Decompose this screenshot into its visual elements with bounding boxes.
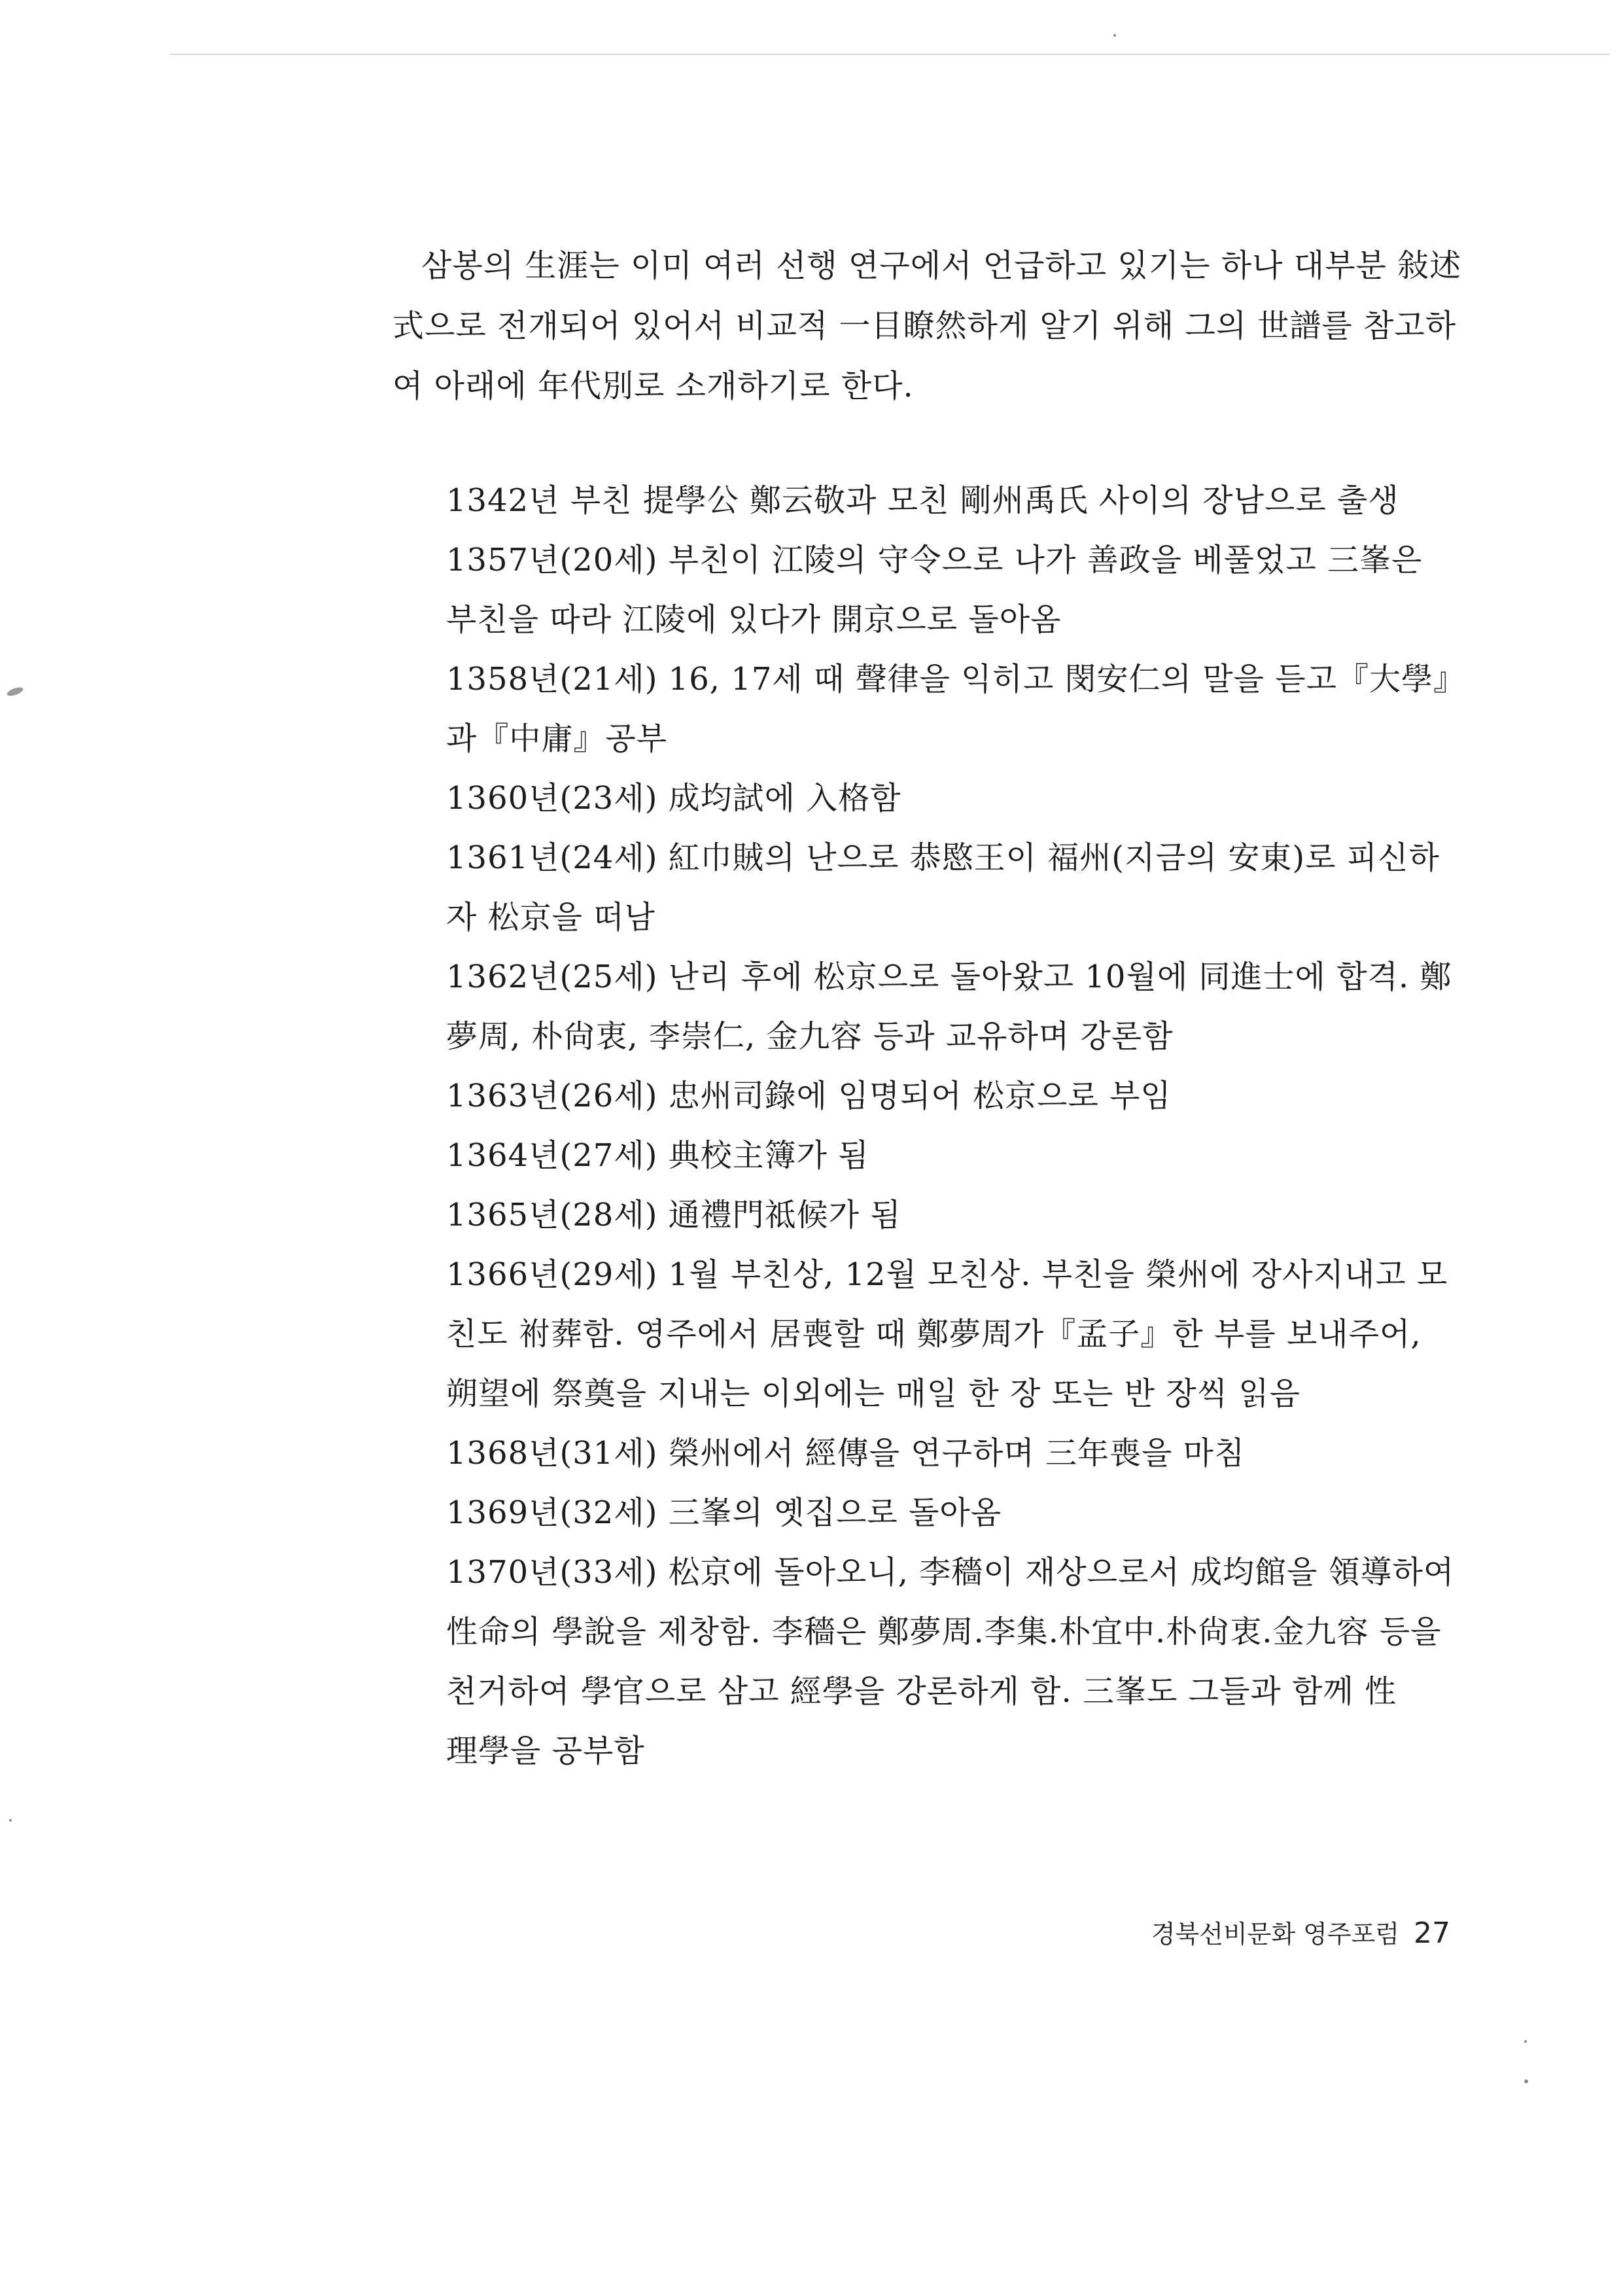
intro-line: 삼봉의 生涯는 이미 여러 선행 연구에서 언급하고 있기는 하나 대부분 敍述 (421, 247, 1462, 284)
timeline-line: 부친을 따라 江陵에 있다가 開京으로 돌아옴 (446, 601, 1062, 638)
timeline-line: 1369년(32세) 三峯의 옛집으로 돌아옴 (446, 1494, 1002, 1531)
scan-smudge (6, 686, 24, 698)
timeline-line: 1361년(24세) 紅巾賊의 난으로 恭愍王이 福州(지금의 安東)로 피신하 (446, 839, 1440, 876)
timeline-line: 과『中庸』공부 (446, 720, 668, 757)
timeline-line: 1357년(20세) 부친이 江陵의 守令으로 나가 善政을 베풀었고 三峯은 (446, 542, 1423, 578)
timeline-line: 性命의 學說을 제창함. 李穡은 鄭夢周.李集.朴宜中.朴尙衷.金九容 등을 (446, 1614, 1442, 1650)
timeline-line: 1364년(27세) 典校主簿가 됨 (446, 1137, 869, 1174)
timeline-line: 1363년(26세) 忠州司錄에 임명되어 松京으로 부임 (446, 1078, 1172, 1114)
timeline-line: 夢周, 朴尙衷, 李崇仁, 金九容 등과 교유하며 강론함 (446, 1018, 1174, 1055)
timeline-line: 1368년(31세) 榮州에서 經傳을 연구하며 三年喪을 마침 (446, 1435, 1246, 1472)
timeline-line: 1370년(33세) 松京에 돌아오니, 李穡이 재상으로서 成均館을 領導하여 (446, 1554, 1455, 1591)
scan-speck (1524, 2040, 1527, 2043)
page-number: 27 (1414, 1916, 1450, 1950)
timeline-line: 1365년(28세) 通禮門祗候가 됨 (446, 1197, 901, 1233)
scan-speck (1113, 34, 1116, 37)
page-footer (1151, 1914, 1450, 1950)
intro-line: 여 아래에 年代別로 소개하기로 한다. (393, 368, 914, 404)
top-rule (170, 54, 1609, 55)
timeline-line: 1342년 부친 提學公 鄭云敬과 모친 剛州禹氏 사이의 장남으로 출생 (446, 482, 1399, 519)
timeline-list (446, 471, 1465, 1781)
timeline-line: 1358년(21세) 16, 17세 때 聲律을 익히고 閔安仁의 말을 듣고『大學』 (446, 661, 1465, 698)
intro-line: 式으로 전개되어 있어서 비교적 一目瞭然하게 알기 위해 그의 世譜를 참고하 (393, 308, 1457, 344)
scan-speck (9, 1819, 12, 1822)
timeline-line: 1366년(29세) 1월 부친상, 12월 모친상. 부친을 榮州에 장사지내고 모 (446, 1256, 1448, 1293)
timeline-line: 理學을 공부함 (446, 1733, 645, 1769)
timeline-line: 朔望에 祭奠을 지내는 이외에는 매일 한 장 또는 반 장씩 읽음 (446, 1375, 1300, 1412)
timeline-line: 자 松京을 떠남 (446, 899, 655, 936)
timeline-line: 1360년(23세) 成均試에 入格함 (446, 780, 901, 817)
publication-title: 경북선비문화 영주포럼 (1151, 1920, 1399, 1949)
intro-paragraph (393, 236, 1462, 416)
timeline-line: 친도 祔葬함. 영주에서 居喪할 때 鄭夢周가『孟子』한 부를 보내주어, (446, 1316, 1422, 1352)
timeline-line: 1362년(25세) 난리 후에 松京으로 돌아왔고 10월에 同進士에 합격. 鄭 (446, 959, 1452, 995)
timeline-line: 천거하여 學官으로 삼고 經學을 강론하게 함. 三峯도 그들과 함께 性 (446, 1673, 1397, 1710)
scan-speck (1524, 2079, 1528, 2083)
